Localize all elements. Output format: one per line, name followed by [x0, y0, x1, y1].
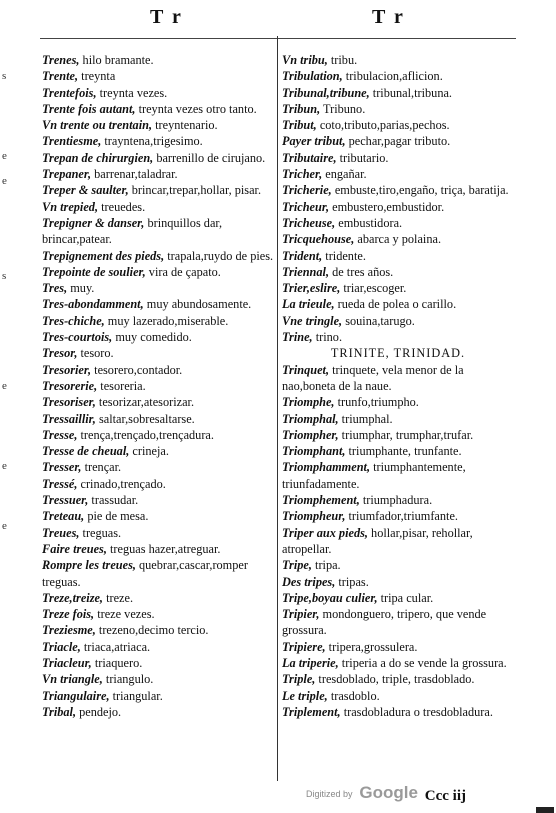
dictionary-entry [42, 590, 274, 606]
entry-headword: Rompre les treues, [42, 558, 136, 573]
dictionary-entry [42, 117, 274, 133]
dictionary-entry [42, 166, 274, 182]
entry-translation: tesorero,contador. [91, 362, 183, 377]
dictionary-entry [42, 362, 274, 378]
entry-translation: tesoro. [77, 346, 114, 361]
entry-translation: crineja. [129, 444, 169, 459]
entry-translation: embustero,embustidor. [329, 199, 445, 214]
dictionary-entry [282, 182, 514, 198]
entry-translation: muy abundosamente. [143, 297, 252, 312]
dictionary-entry [42, 264, 274, 280]
entry-headword: La trieule, [282, 297, 335, 312]
dictionary-entry [42, 557, 274, 590]
dictionary-entry [282, 525, 514, 558]
entry-headword: Tripiere, [282, 639, 326, 654]
entry-translation: barrenar,taladrar. [91, 167, 178, 182]
dictionary-entry [282, 248, 514, 264]
entry-translation: triumphadura. [359, 493, 433, 508]
entry-translation: muy comedido. [112, 330, 192, 345]
dictionary-entry [282, 280, 514, 296]
entry-headword: Tricherie, [282, 183, 332, 198]
dictionary-entry [42, 313, 274, 329]
column-divider [277, 36, 278, 781]
dictionary-entry [42, 459, 274, 475]
entry-translation: triar,escoger. [340, 281, 407, 296]
dictionary-entry [282, 394, 514, 410]
dictionary-entry [282, 704, 514, 720]
entry-translation: pechar,pagar tributo. [345, 134, 451, 149]
dictionary-entry [42, 133, 274, 149]
entry-headword: Tresor, [42, 346, 78, 361]
entry-headword: Tribulation, [282, 69, 343, 84]
entry-headword: Tricher, [282, 167, 323, 182]
entry-translation: embuste,tiro,engaño, triça, baratija. [331, 183, 509, 198]
dictionary-entry [282, 68, 514, 84]
entry-translation: barrenillo de cirujano. [153, 150, 266, 165]
entry-translation: tesorizar,atesorizar. [95, 395, 195, 410]
entry-headword: Triomphant, [282, 444, 346, 459]
dictionary-entry [282, 150, 514, 166]
entry-headword: Tribal, [42, 704, 77, 719]
entry-translation: treze. [103, 590, 134, 605]
dictionary-entry [42, 622, 274, 638]
entry-translation: triperia a do se vende la grossura. [338, 655, 507, 670]
entry-headword: Triomphement, [282, 493, 360, 508]
header-rule [40, 38, 516, 39]
entry-headword: Tricheur, [282, 199, 330, 214]
entry-translation: triumphante, trunfante. [345, 444, 462, 459]
dictionary-entry [42, 68, 274, 84]
dictionary-entry [42, 85, 274, 101]
google-watermark [306, 783, 418, 803]
dictionary-entry [42, 52, 274, 68]
entry-translation: trençar. [81, 460, 122, 475]
entry-headword: Triacleur, [42, 655, 92, 670]
margin-mark: e [2, 380, 7, 392]
entry-translation: tripas. [335, 574, 369, 589]
margin-mark: e [2, 520, 7, 532]
entry-headword: Vn trente ou trentain, [42, 118, 153, 133]
entry-headword: Tripier, [282, 607, 320, 622]
entry-headword: Tressuer, [42, 493, 89, 508]
dictionary-entry [42, 427, 274, 443]
entry-headword: Tresorerie, [42, 378, 98, 393]
dictionary-entry [282, 52, 514, 68]
entry-translation: trunfo,triumpho. [334, 395, 419, 410]
dictionary-entry [282, 606, 514, 639]
entry-headword: Le triple, [282, 688, 328, 703]
entry-translation: tresdoblado, triple, trasdoblado. [315, 672, 475, 687]
dictionary-entry [282, 345, 514, 361]
entry-translation: hilo bramante. [79, 53, 154, 67]
margin-mark: s [2, 270, 7, 282]
dictionary-entry [282, 411, 514, 427]
entry-headword: Treteau, [42, 509, 85, 524]
entry-headword: Vn trepied, [42, 199, 99, 214]
dictionary-entry [42, 443, 274, 459]
entry-headword: Triple, [282, 672, 316, 687]
entry-translation: tridente. [322, 248, 366, 263]
entry-headword: Tressé, [42, 476, 78, 491]
entry-translation: Tribuno. [320, 101, 366, 116]
entry-translation: pie de mesa. [84, 509, 149, 524]
entry-translation: treuedes. [98, 199, 146, 214]
entry-headword: Tresse, [42, 427, 78, 442]
entry-translation: pendejo. [76, 704, 122, 719]
entry-translation: mondonguero, tripero, que vende grossura. [282, 607, 487, 638]
entry-translation: triangulo. [102, 672, 154, 687]
google-logo: Google [359, 783, 418, 802]
entry-translation: muy. [67, 281, 95, 296]
entry-translation: engañar. [322, 167, 367, 182]
entry-headword: Tricquehouse, [282, 232, 355, 247]
entry-translation: trasdobladura o tresdobladura. [340, 704, 493, 719]
page-signature: Ccc iij [424, 788, 466, 804]
entry-headword: Triomphe, [282, 395, 335, 410]
left-column [42, 52, 274, 720]
running-head-left: T r [150, 6, 183, 28]
entry-headword: Triennal, [282, 264, 330, 279]
entry-translation: tribu. [327, 53, 358, 67]
dictionary-entry [42, 411, 274, 427]
entry-translation: TRINITE, TRINIDAD. [330, 346, 466, 361]
entry-headword: Triper aux pieds, [282, 525, 368, 540]
dictionary-entry [282, 215, 514, 231]
margin-mark: e [2, 175, 7, 187]
entry-translation: rueda de polea o carillo. [334, 297, 457, 312]
dictionary-entry [282, 492, 514, 508]
entry-headword: Vn triangle, [42, 672, 103, 687]
entry-translation: tripa. [311, 558, 341, 573]
dictionary-entry [42, 508, 274, 524]
entry-headword: Triompher, [282, 427, 339, 442]
entry-translation: tributario. [336, 150, 389, 165]
dictionary-entry [42, 655, 274, 671]
entry-headword: Tributaire, [282, 150, 337, 165]
entry-headword: Treziesme, [42, 623, 96, 638]
entry-headword: Trident, [282, 248, 323, 263]
entry-translation: triaca,atriaca. [80, 639, 151, 654]
entry-headword: Tresse de cheual, [42, 444, 130, 459]
entry-headword: Trentiesme, [42, 134, 102, 149]
dictionary-entry [282, 508, 514, 524]
dictionary-entry [282, 671, 514, 687]
entry-headword: Tripe, [282, 558, 312, 573]
dictionary-entry [42, 476, 274, 492]
entry-headword: Trente, [42, 69, 79, 84]
margin-mark: s [2, 70, 7, 82]
dictionary-entry [42, 671, 274, 687]
entry-translation: vira de çapato. [145, 264, 221, 279]
entry-headword: Trine, [282, 330, 313, 345]
entry-translation: treguas. [79, 525, 122, 540]
entry-headword: Treze,treize, [42, 590, 104, 605]
entry-translation: triumfador,triumfante. [345, 509, 458, 524]
dictionary-entry [42, 296, 274, 312]
entry-headword: Vne tringle, [282, 313, 343, 328]
entry-translation: hollar,pisar, rehollar, atropellar. [282, 525, 473, 556]
entry-translation: brincar,trepar,hollar, pisar. [128, 183, 262, 198]
entry-translation: quebrar,cascar,romper treguas. [42, 558, 248, 589]
entry-translation: souina,tarugo. [342, 313, 415, 328]
dictionary-entry [282, 557, 514, 573]
dictionary-entry [42, 541, 274, 557]
entry-translation: coto,tributo,parias,pechos. [316, 118, 450, 133]
dictionary-entry [42, 492, 274, 508]
entry-translation: treyntenario. [152, 118, 218, 133]
dictionary-entry [42, 280, 274, 296]
entry-translation: treynta vezes. [96, 85, 168, 100]
entry-translation: triumphantemente, triunfadamente. [282, 460, 466, 491]
entry-translation: triumphal. [338, 411, 393, 426]
entry-headword: Triompheur, [282, 509, 346, 524]
entry-translation: trasdoblo. [327, 688, 380, 703]
entry-headword: Triomphamment, [282, 460, 371, 475]
entry-translation: trezeno,decimo tercio. [95, 623, 209, 638]
dictionary-entry [282, 133, 514, 149]
dictionary-entry [282, 688, 514, 704]
dictionary-entry [42, 639, 274, 655]
entry-headword: Vn tribu, [282, 53, 328, 67]
dictionary-entry [282, 85, 514, 101]
entry-translation: triangular. [109, 688, 163, 703]
dictionary-entry [282, 574, 514, 590]
entry-headword: Des tripes, [282, 574, 336, 589]
entry-headword: Tres-abondamment, [42, 297, 144, 312]
entry-translation: trapala,ruydo de pies. [164, 248, 274, 263]
dictionary-entry [282, 231, 514, 247]
entry-translation: muy lazerado,miserable. [104, 313, 229, 328]
entry-translation: tribulacion,aflicion. [342, 69, 443, 84]
dictionary-entry [282, 590, 514, 606]
entry-headword: Tribunal,tribune, [282, 85, 370, 100]
dictionary-entry [282, 166, 514, 182]
dictionary-entry [42, 329, 274, 345]
entry-translation: de tres años. [329, 264, 394, 279]
entry-translation: treynta vezes otro tanto. [135, 101, 257, 116]
entry-translation: tesoreria. [97, 378, 146, 393]
dictionary-entry [42, 199, 274, 215]
dictionary-entry [282, 329, 514, 345]
dictionary-entry [282, 459, 514, 492]
entry-translation: trayntena,trigesimo. [101, 134, 203, 149]
dictionary-entry [282, 639, 514, 655]
dictionary-entry [282, 264, 514, 280]
entry-headword: Trepigner & danser, [42, 215, 145, 230]
entry-headword: Tres-courtois, [42, 330, 113, 345]
dictionary-entry [42, 345, 274, 361]
entry-headword: Tripe,boyau culier, [282, 590, 378, 605]
entry-headword: Tribun, [282, 101, 321, 116]
dictionary-entry [42, 182, 274, 198]
entry-translation: treze vezes. [94, 607, 155, 622]
entry-headword: Trentefois, [42, 85, 97, 100]
entry-headword: Trier,eslire, [282, 281, 341, 296]
entry-translation: saltar,sobresaltarse. [95, 411, 195, 426]
entry-headword: Triacle, [42, 639, 81, 654]
entry-headword: Triplement, [282, 704, 341, 719]
dictionary-entry [282, 117, 514, 133]
dictionary-entry [42, 150, 274, 166]
dictionary-entry [42, 606, 274, 622]
margin-mark: e [2, 460, 7, 472]
entry-headword: Trente fois autant, [42, 101, 136, 116]
dictionary-entry [42, 378, 274, 394]
entry-translation: trino. [312, 330, 343, 345]
dictionary-entry [282, 199, 514, 215]
dictionary-entry [42, 101, 274, 117]
entry-translation: tripa cular. [377, 590, 434, 605]
entry-headword: Triomphal, [282, 411, 339, 426]
dictionary-entry [42, 525, 274, 541]
page-edge-mark [536, 807, 554, 813]
dictionary-entry [42, 248, 274, 264]
entry-translation: embustidora. [335, 215, 403, 230]
dictionary-entry [42, 688, 274, 704]
entry-headword: Trinquet, [282, 362, 330, 377]
dictionary-entry [282, 313, 514, 329]
entry-translation: tripera,grossulera. [325, 639, 418, 654]
dictionary-entry [282, 101, 514, 117]
entry-translation: tribunal,tribuna. [369, 85, 453, 100]
entry-headword: Faire treues, [42, 541, 107, 556]
entry-headword: Treze fois, [42, 607, 95, 622]
entry-headword: Trepaner, [42, 167, 92, 182]
entry-translation: trença,trençado,trençadura. [77, 427, 214, 442]
entry-headword: Tresorier, [42, 362, 92, 377]
entry-translation: brinquillos dar, brincar,patear. [42, 215, 223, 247]
margin-mark: e [2, 150, 7, 162]
entry-translation: abarca y polaina. [354, 232, 442, 247]
entry-headword: Trenes, [42, 53, 80, 67]
entry-headword: Treues, [42, 525, 80, 540]
entry-headword: Tresser, [42, 460, 82, 475]
entry-headword: Trepointe de soulier, [42, 264, 146, 279]
watermark-prefix: Digitized by [306, 789, 353, 800]
entry-translation: triumphar, trumphar,trufar. [338, 427, 474, 442]
entry-headword: Treper & saulter, [42, 183, 129, 198]
entry-translation: triaquero. [91, 655, 143, 670]
running-head-right: T r [372, 6, 405, 28]
entry-headword: Tressaillir, [42, 411, 96, 426]
entry-headword: Triangulaire, [42, 688, 110, 703]
entry-headword: La triperie, [282, 655, 339, 670]
entry-headword: Tresoriser, [42, 395, 96, 410]
entry-translation: trassudar. [88, 493, 139, 508]
entry-headword: Tribut, [282, 118, 317, 133]
entry-headword: Tres-chiche, [42, 313, 105, 328]
dictionary-entry [282, 443, 514, 459]
entry-headword: Tricheuse, [282, 215, 336, 230]
dictionary-entry [282, 655, 514, 671]
entry-headword: Trepan de chirurgien, [42, 150, 154, 165]
entry-translation: crinado,trençado. [77, 476, 166, 491]
entry-headword: Tres, [42, 281, 68, 296]
entry-headword: Payer tribut, [282, 134, 346, 149]
dictionary-entry [282, 362, 514, 395]
dictionary-entry [42, 704, 274, 720]
entry-headword: Trepignement des pieds, [42, 248, 165, 263]
dictionary-entry [282, 427, 514, 443]
right-column [282, 52, 514, 720]
entry-translation: treguas hazer,atreguar. [106, 541, 221, 556]
entry-translation: treynta [78, 69, 116, 84]
dictionary-entry [42, 215, 274, 248]
entry-translation: trinquete, vela menor de la nao,boneta de la naue. [282, 362, 464, 393]
dictionary-entry [282, 296, 514, 312]
dictionary-entry [42, 394, 274, 410]
